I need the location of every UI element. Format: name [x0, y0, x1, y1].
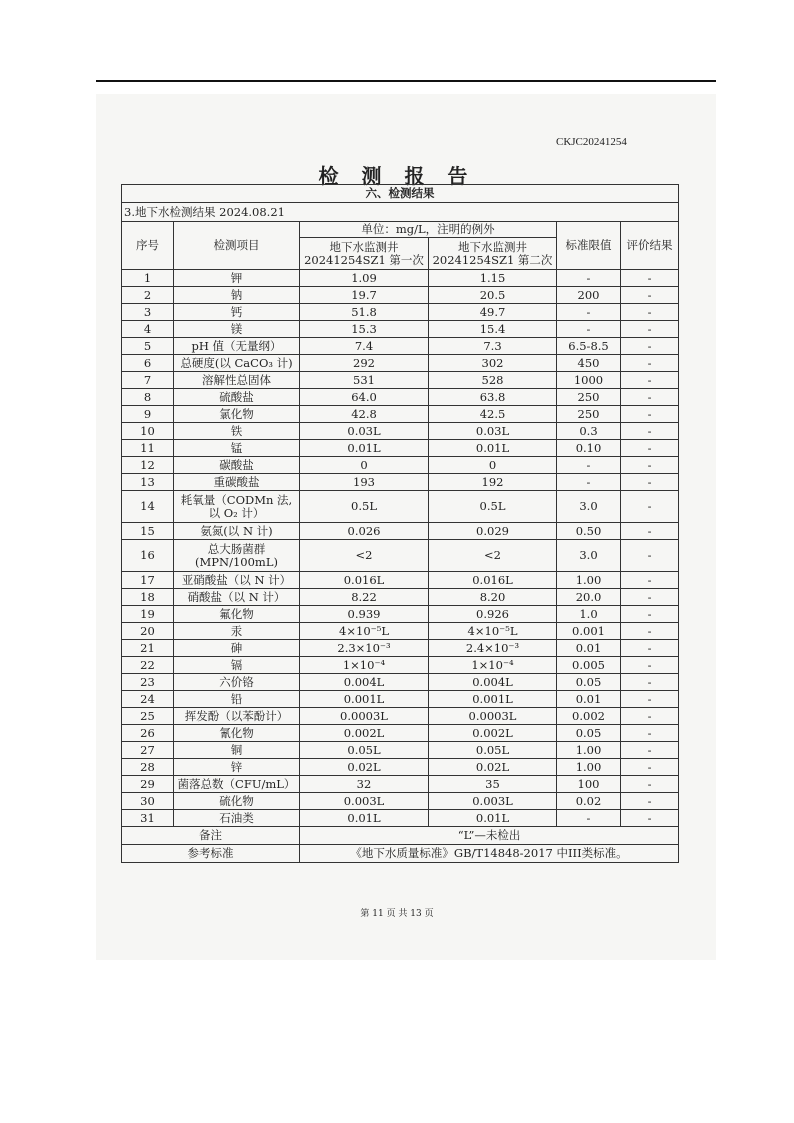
row-number: 30 — [122, 793, 174, 810]
table-row — [122, 355, 679, 372]
table-row — [122, 287, 679, 304]
row-value-2: 0.926 — [429, 606, 557, 623]
row-limit: 0.05 — [557, 674, 621, 691]
row-value-2: 0.5L — [429, 491, 557, 523]
table-row — [122, 389, 679, 406]
table-row — [122, 589, 679, 606]
header-seq: 序号 — [122, 222, 174, 270]
row-number: 19 — [122, 606, 174, 623]
row-number: 15 — [122, 523, 174, 540]
table-row — [122, 657, 679, 674]
row-item: 硫化物 — [174, 793, 300, 810]
row-item: 钾 — [174, 270, 300, 287]
row-eval: - — [621, 287, 679, 304]
row-value-1: 7.4 — [300, 338, 429, 355]
row-eval: - — [621, 589, 679, 606]
row-value-2: 4×10⁻⁵L — [429, 623, 557, 640]
row-value-2: 35 — [429, 776, 557, 793]
row-value-2: 0.02L — [429, 759, 557, 776]
row-limit: 1.00 — [557, 572, 621, 589]
row-limit: - — [557, 321, 621, 338]
row-eval: - — [621, 270, 679, 287]
row-eval: - — [621, 389, 679, 406]
row-number: 25 — [122, 708, 174, 725]
row-number: 18 — [122, 589, 174, 606]
table-row — [122, 691, 679, 708]
row-number: 7 — [122, 372, 174, 389]
row-limit: 1.0 — [557, 606, 621, 623]
row-limit: 3.0 — [557, 540, 621, 572]
row-value-2: 0.01L — [429, 440, 557, 457]
row-number: 20 — [122, 623, 174, 640]
row-item: 氟化物 — [174, 606, 300, 623]
row-eval: - — [621, 572, 679, 589]
header-rule — [96, 80, 716, 82]
row-value-2: 0.003L — [429, 793, 557, 810]
table-row — [122, 491, 679, 523]
row-number: 29 — [122, 776, 174, 793]
row-value-1: 0.016L — [300, 572, 429, 589]
row-value-2: 528 — [429, 372, 557, 389]
row-number: 28 — [122, 759, 174, 776]
row-item: 六价铬 — [174, 674, 300, 691]
row-value-1: 0.02L — [300, 759, 429, 776]
row-item: 铜 — [174, 742, 300, 759]
table-row — [122, 810, 679, 827]
row-value-2: 15.4 — [429, 321, 557, 338]
row-eval: - — [621, 523, 679, 540]
row-value-1: 0.004L — [300, 674, 429, 691]
remark-value: “L”—未检出 — [300, 827, 679, 845]
row-number: 24 — [122, 691, 174, 708]
row-item: 菌落总数（CFU/mL） — [174, 776, 300, 793]
document-id: CKJC20241254 — [556, 136, 627, 148]
table-row — [122, 304, 679, 321]
row-limit: - — [557, 304, 621, 321]
results-table — [121, 184, 679, 863]
row-value-2: 0.004L — [429, 674, 557, 691]
table-row — [122, 708, 679, 725]
row-number: 31 — [122, 810, 174, 827]
row-limit: 0.3 — [557, 423, 621, 440]
table-row — [122, 759, 679, 776]
table-row — [122, 776, 679, 793]
row-eval: - — [621, 623, 679, 640]
row-limit: - — [557, 810, 621, 827]
row-limit: 3.0 — [557, 491, 621, 523]
row-value-1: 15.3 — [300, 321, 429, 338]
row-item: 硫酸盐 — [174, 389, 300, 406]
row-value-1: 1.09 — [300, 270, 429, 287]
row-item: 汞 — [174, 623, 300, 640]
row-eval: - — [621, 810, 679, 827]
row-number: 14 — [122, 491, 174, 523]
row-eval: - — [621, 440, 679, 457]
row-value-1: 1×10⁻⁴ — [300, 657, 429, 674]
row-value-2: 20.5 — [429, 287, 557, 304]
row-number: 4 — [122, 321, 174, 338]
row-eval: - — [621, 372, 679, 389]
row-item: pH 值（无量纲） — [174, 338, 300, 355]
row-limit: 0.005 — [557, 657, 621, 674]
row-number: 23 — [122, 674, 174, 691]
row-item: 锰 — [174, 440, 300, 457]
row-value-1: 8.22 — [300, 589, 429, 606]
table-row — [122, 338, 679, 355]
row-number: 5 — [122, 338, 174, 355]
row-eval: - — [621, 304, 679, 321]
table-row — [122, 640, 679, 657]
row-item: 镁 — [174, 321, 300, 338]
row-limit: 6.5-8.5 — [557, 338, 621, 355]
row-item: 砷 — [174, 640, 300, 657]
row-eval: - — [621, 793, 679, 810]
table-row — [122, 606, 679, 623]
row-value-2: 0.029 — [429, 523, 557, 540]
row-limit: 0.50 — [557, 523, 621, 540]
row-value-1: 51.8 — [300, 304, 429, 321]
row-eval: - — [621, 338, 679, 355]
remark-label: 备注 — [122, 827, 300, 845]
row-eval: - — [621, 606, 679, 623]
row-eval: - — [621, 321, 679, 338]
row-number: 3 — [122, 304, 174, 321]
row-value-1: 32 — [300, 776, 429, 793]
row-value-2: 0.016L — [429, 572, 557, 589]
row-eval: - — [621, 540, 679, 572]
row-eval: - — [621, 691, 679, 708]
row-number: 2 — [122, 287, 174, 304]
table-row — [122, 321, 679, 338]
subsection-title: 3.地下水检测结果 2024.08.21 — [122, 203, 679, 222]
table-row — [122, 406, 679, 423]
row-value-1: 531 — [300, 372, 429, 389]
row-limit: 250 — [557, 389, 621, 406]
row-eval: - — [621, 657, 679, 674]
table-row — [122, 540, 679, 572]
row-item: 钠 — [174, 287, 300, 304]
row-value-1: 0.939 — [300, 606, 429, 623]
row-value-2: 42.5 — [429, 406, 557, 423]
row-number: 27 — [122, 742, 174, 759]
table-row — [122, 725, 679, 742]
row-number: 9 — [122, 406, 174, 423]
row-value-1: 0.0003L — [300, 708, 429, 725]
reference-row — [122, 845, 679, 863]
row-item: 锌 — [174, 759, 300, 776]
row-limit: 0.002 — [557, 708, 621, 725]
header-well-1: 地下水监测井 20241254SZ1 第一次 — [300, 238, 429, 270]
table-row — [122, 523, 679, 540]
row-limit: 450 — [557, 355, 621, 372]
row-eval: - — [621, 457, 679, 474]
row-value-1: 0.01L — [300, 810, 429, 827]
row-value-2: 1.15 — [429, 270, 557, 287]
row-item: 总硬度(以 CaCO₃ 计) — [174, 355, 300, 372]
row-number: 8 — [122, 389, 174, 406]
row-value-2: 8.20 — [429, 589, 557, 606]
row-limit: - — [557, 270, 621, 287]
table-row — [122, 270, 679, 287]
row-value-2: 1×10⁻⁴ — [429, 657, 557, 674]
row-limit: - — [557, 457, 621, 474]
row-item: 氯化物 — [174, 406, 300, 423]
row-eval: - — [621, 776, 679, 793]
row-value-2: 49.7 — [429, 304, 557, 321]
row-limit: 0.001 — [557, 623, 621, 640]
row-item: 碳酸盐 — [174, 457, 300, 474]
row-eval: - — [621, 640, 679, 657]
row-value-2: 192 — [429, 474, 557, 491]
reference-label: 参考标准 — [122, 845, 300, 863]
row-value-2: 0.03L — [429, 423, 557, 440]
table-row — [122, 474, 679, 491]
row-value-2: 0.002L — [429, 725, 557, 742]
row-eval: - — [621, 725, 679, 742]
row-item: 铅 — [174, 691, 300, 708]
row-limit: 1.00 — [557, 759, 621, 776]
row-limit: 20.0 — [557, 589, 621, 606]
row-limit: 0.01 — [557, 691, 621, 708]
row-eval: - — [621, 742, 679, 759]
row-value-2: 0 — [429, 457, 557, 474]
page-number: 第 11 页 共 13 页 — [360, 909, 434, 919]
row-limit: 250 — [557, 406, 621, 423]
row-value-2: 0.05L — [429, 742, 557, 759]
row-item: 铁 — [174, 423, 300, 440]
row-value-1: 4×10⁻⁵L — [300, 623, 429, 640]
row-value-1: 0.05L — [300, 742, 429, 759]
row-value-2: <2 — [429, 540, 557, 572]
row-value-1: 0.003L — [300, 793, 429, 810]
row-value-2: 7.3 — [429, 338, 557, 355]
row-eval: - — [621, 423, 679, 440]
row-value-1: 0.001L — [300, 691, 429, 708]
row-limit: 0.05 — [557, 725, 621, 742]
reference-value: 《地下水质量标准》GB/T14848-2017 中III类标准。 — [300, 845, 679, 863]
row-number: 12 — [122, 457, 174, 474]
row-value-1: 292 — [300, 355, 429, 372]
table-row — [122, 572, 679, 589]
table-row — [122, 440, 679, 457]
row-value-2: 63.8 — [429, 389, 557, 406]
row-limit: 0.10 — [557, 440, 621, 457]
row-value-2: 0.0003L — [429, 708, 557, 725]
row-item: 总大肠菌群 (MPN/100mL) — [174, 540, 300, 572]
row-value-2: 0.01L — [429, 810, 557, 827]
row-number: 6 — [122, 355, 174, 372]
row-value-1: 0.03L — [300, 423, 429, 440]
row-number: 26 — [122, 725, 174, 742]
row-number: 21 — [122, 640, 174, 657]
row-item: 钙 — [174, 304, 300, 321]
row-limit: 1000 — [557, 372, 621, 389]
row-value-2: 0.001L — [429, 691, 557, 708]
row-item: 挥发酚（以苯酚计） — [174, 708, 300, 725]
row-number: 17 — [122, 572, 174, 589]
row-item: 重碳酸盐 — [174, 474, 300, 491]
header-limit: 标准限值 — [557, 222, 621, 270]
row-limit: - — [557, 474, 621, 491]
row-value-1: 0.002L — [300, 725, 429, 742]
table-row — [122, 742, 679, 759]
row-limit: 1.00 — [557, 742, 621, 759]
table-row — [122, 623, 679, 640]
row-limit: 0.01 — [557, 640, 621, 657]
row-value-2: 302 — [429, 355, 557, 372]
row-eval: - — [621, 491, 679, 523]
row-limit: 100 — [557, 776, 621, 793]
row-item: 镉 — [174, 657, 300, 674]
row-value-1: 0.5L — [300, 491, 429, 523]
header-item: 检测项目 — [174, 222, 300, 270]
row-item: 石油类 — [174, 810, 300, 827]
row-eval: - — [621, 674, 679, 691]
row-item: 耗氧量（CODMn 法, 以 O₂ 计） — [174, 491, 300, 523]
row-number: 13 — [122, 474, 174, 491]
report-title: 检 测 报 告 — [318, 164, 476, 188]
row-eval: - — [621, 759, 679, 776]
row-value-1: <2 — [300, 540, 429, 572]
table-row — [122, 423, 679, 440]
row-item: 溶解性总固体 — [174, 372, 300, 389]
row-item: 氨氮(以 N 计) — [174, 523, 300, 540]
row-item: 亚硝酸盐（以 N 计） — [174, 572, 300, 589]
row-value-1: 2.3×10⁻³ — [300, 640, 429, 657]
remark-row — [122, 827, 679, 845]
section-title: 六、检测结果 — [122, 185, 679, 203]
row-limit: 200 — [557, 287, 621, 304]
table-row — [122, 372, 679, 389]
row-value-1: 0.026 — [300, 523, 429, 540]
header-unit-note: 单位：mg/L，注明的例外 — [300, 222, 557, 238]
row-item: 氰化物 — [174, 725, 300, 742]
row-value-1: 0 — [300, 457, 429, 474]
row-value-1: 19.7 — [300, 287, 429, 304]
row-number: 16 — [122, 540, 174, 572]
row-number: 10 — [122, 423, 174, 440]
row-value-1: 42.8 — [300, 406, 429, 423]
row-eval: - — [621, 355, 679, 372]
row-value-1: 193 — [300, 474, 429, 491]
row-number: 11 — [122, 440, 174, 457]
row-value-1: 0.01L — [300, 440, 429, 457]
header-eval: 评价结果 — [621, 222, 679, 270]
row-eval: - — [621, 708, 679, 725]
table-row — [122, 674, 679, 691]
row-eval: - — [621, 474, 679, 491]
row-value-1: 64.0 — [300, 389, 429, 406]
row-value-2: 2.4×10⁻³ — [429, 640, 557, 657]
row-number: 22 — [122, 657, 174, 674]
table-row — [122, 793, 679, 810]
row-number: 1 — [122, 270, 174, 287]
row-limit: 0.02 — [557, 793, 621, 810]
row-item: 硝酸盐（以 N 计） — [174, 589, 300, 606]
table-row — [122, 457, 679, 474]
row-eval: - — [621, 406, 679, 423]
header-well-2: 地下水监测井 20241254SZ1 第二次 — [429, 238, 557, 270]
